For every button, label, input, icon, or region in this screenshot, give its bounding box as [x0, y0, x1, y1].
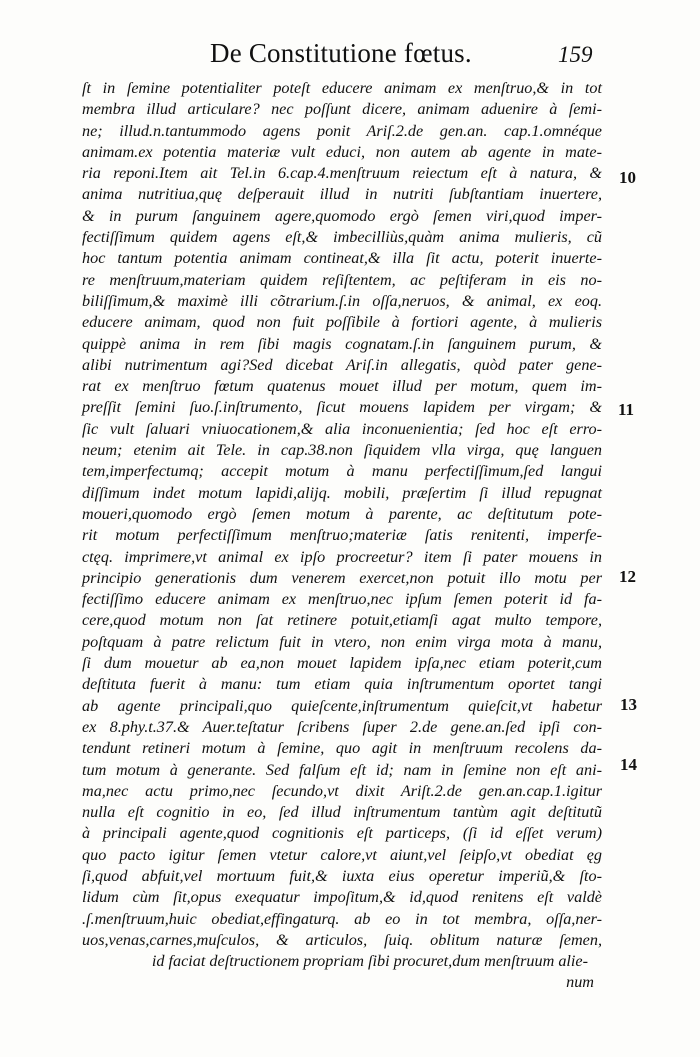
text-line: anima nutritiua,quę deſperauit illud in nutriti ſubſtantiam inuertere,	[82, 185, 602, 204]
text-line: ma,nec actu primo,nec ſecundo,vt dixit Ariſt.2.de gen.an.cap.1.igitur	[82, 781, 602, 800]
text-line: ſic vult ſaluari vniuocationem,& alia inconuenientia; ſed hoc eſt erro-	[82, 419, 602, 438]
text-line: ne; illud.n.tantummodo agens ponit Ariſ.2.de gen.an. cap.1.omnéque	[82, 121, 602, 140]
text-line: ſi dum mouetur ab ea,non mouet lapidem ipſa,nec etiam poterit,cum	[82, 654, 602, 673]
text-line: nulla eſt cognitio in eo, ſed illud inſtrumentum tantùm agit deſtitutũ	[82, 803, 602, 822]
text-line: tendunt retineri motum à ſemine, quo agit in menſtruum recolens da-	[82, 739, 602, 758]
running-title: De Constitutione fœtus.	[210, 38, 472, 68]
text-line: diſſimum indet motum lapidi,alijq. mobili, præſertim ſi illud repugnat	[82, 483, 602, 502]
text-line: à principali agente,quod cognitionis eſt particeps, (ſi id eſſet verum)	[82, 824, 602, 843]
catchword: num	[566, 973, 594, 992]
text-line: alibi nutrimentum agi?Sed dicebat Ariſ.in allegatis, quòd pater gene-	[82, 355, 602, 374]
text-line: preſſit ſemini ſuo.ſ.inſtrumento, ſicut mouens lapidem per virgam; &	[82, 398, 602, 417]
text-line: poſtquam à patre relictum fuit in vtero, non enim virga mota à manu,	[82, 632, 602, 651]
text-line: rat ex menſtruo fœtum quatenus mouet illud per motum, quem im-	[82, 377, 602, 396]
text-line: ſi,quod abfuit,vel mortuum fuit,& iuxta eius operetur imperiũ,& ſto-	[82, 866, 602, 885]
text-line: ctęq. imprimere,vt animal ex ipſo procreetur? item ſi pater mouens in	[82, 547, 602, 566]
text-line: re menſtruum,materiam quidem reſiſtentem, ac peſtiferam in eis no-	[82, 270, 602, 289]
text-line: animam.ex potentia materiæ vult educi, non autem ab agente in mate-	[82, 142, 602, 161]
text-line: .ſ.menſtruum,huic obediat,effingaturq. ab eo in tot membra, oſſa,ner-	[82, 909, 602, 928]
margin-note-number: 14	[620, 755, 637, 774]
margin-note-number: 12	[619, 567, 636, 586]
text-line: ſt in ſemine potentialiter poteſt educere animam ex menſtruo,& in tot	[82, 79, 602, 97]
margin-note-number: 13	[620, 695, 637, 714]
text-line: fectiſſimo educere animam ex menſtruo,nec ipſum ſemen poterit id fa-	[82, 590, 602, 609]
text-line: tem,imperfectumq; accepit motum à manu perfectiſſimum,ſed langui	[82, 462, 602, 481]
text-line: cere,quod motum non ſat retinere potuit,etiamſi agat multo tempore,	[82, 611, 602, 630]
text-line: & in purum ſanguinem agere,quomodo ergò ſemen viri,quod imper-	[82, 206, 602, 225]
text-line: quippè anima in rem ſibi magis cognatam.ſ.in ſanguinem purum, &	[82, 334, 602, 353]
text-line: moueri,quomodo ergò ſemen motum à parente, ac deſtitutum pote-	[82, 504, 602, 523]
page-number: 159	[558, 42, 593, 67]
text-line: quo pacto igitur ſemen vtetur calore,vt aiunt,vel ſeipſo,vt obediat ęg	[82, 845, 602, 864]
text-line: ria reponi.Item ait Tel.in 6.cap.4.menſtruum reiectum eſt à natura, &	[82, 164, 602, 183]
text-line: membra illud articulare? nec poſſunt dicere, animam aduenire à ſemi-	[82, 100, 602, 119]
text-line: ex 8.phy.t.37.& Auer.teſtatur ſcribens ſuper 2.de gene.an.ſed ipſi con-	[82, 717, 602, 736]
text-line: principio generationis dum venerem exercet,non potuit illo motu per	[82, 568, 602, 587]
text-line: deſtituta fuerit à manu: tum etiam quia inſtrumentum oportet tangi	[82, 675, 602, 694]
text-line: id faciat deſtructionem propriam ſibi procuret,dum menſtruum alie-	[151, 952, 588, 971]
text-line: educere animam, quod non fuit poſſibile à fortiori agente, à mulieris	[82, 313, 602, 332]
text-line: lidum cùm ſit,opus exequatur impoſitum,& id,quod renitens eſt valdè	[82, 888, 602, 907]
text-line: uos,venas,carnes,muſculos, & articulos, ſuiq. oblitum naturæ ſemen,	[82, 930, 602, 949]
text-line: ab agente principali,quo quieſcente,inſtrumentum quieſcit,vt habetur	[82, 696, 602, 715]
body-text	[82, 78, 602, 994]
text-line: biliſſimum,& maximè illi cõtrarium.ſ.in oſſa,neruos, & animal, ex eoq.	[82, 291, 602, 310]
margin-note-number: 11	[618, 400, 635, 419]
text-line: hoc tantum potentia animam contineat,& illa ſit actu, poterit inuerte-	[82, 249, 602, 268]
text-line: tum motum à generante. Sed falſum eſt id; nam in ſemine non eſt ani-	[82, 760, 602, 779]
text-line: neum; etenim ait Tele. in cap.38.non ſiquidem vlla virga, quę languen	[82, 441, 602, 460]
margin-note-number: 10	[619, 168, 636, 187]
text-line: fectiſſimum quidem agens eſt,& imbecilliùs,quàm anima mulieris, cũ	[82, 228, 602, 247]
text-line: rit motum perfectiſſimum menſtruo;materiæ ſatis renitenti, imperfe-	[82, 526, 602, 545]
